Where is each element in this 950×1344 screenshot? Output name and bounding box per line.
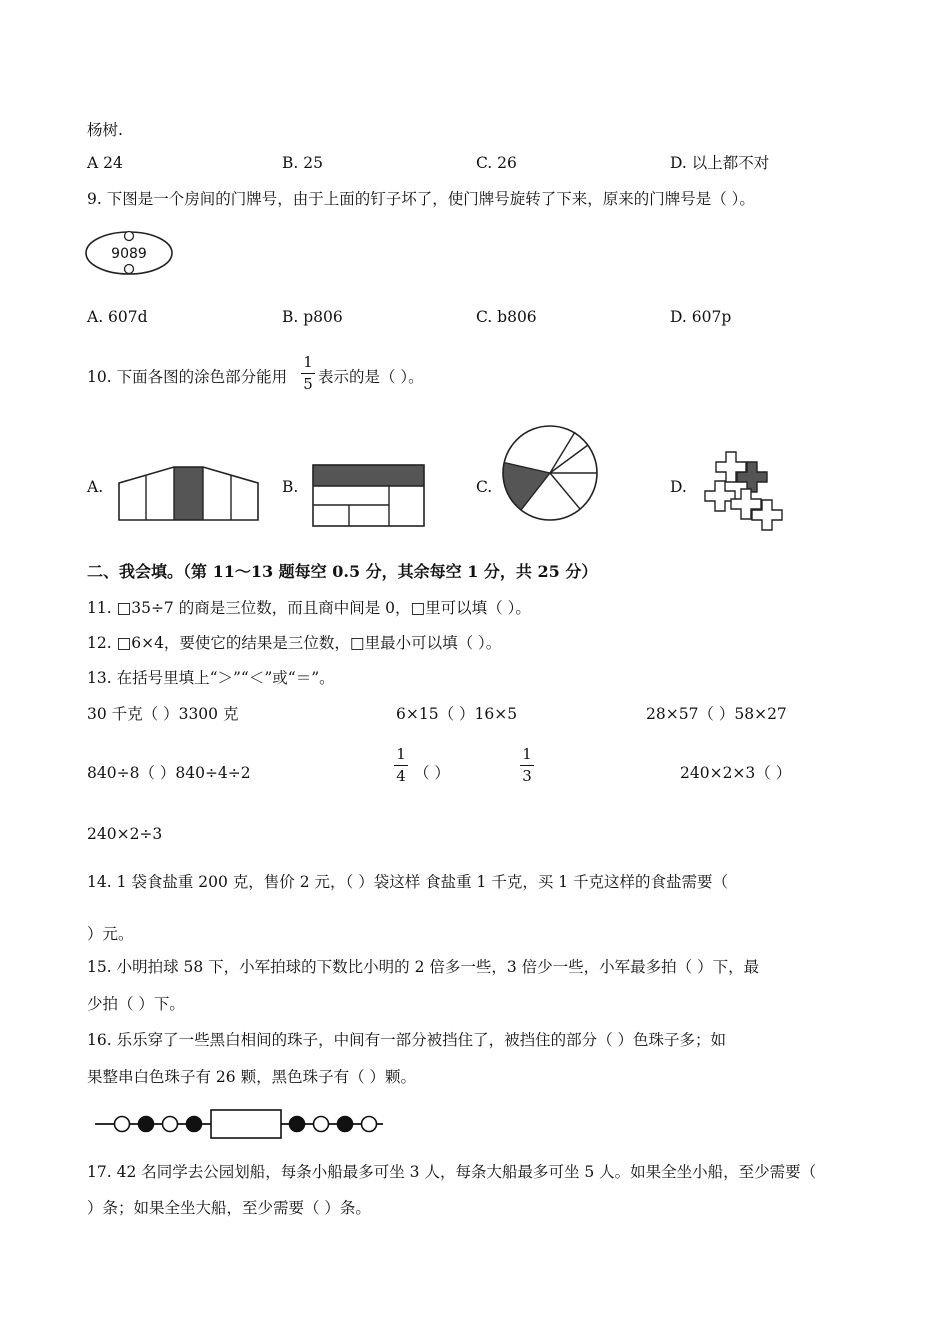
q9-option-a: A. 607d: [87, 308, 148, 326]
q10-label-c: C.: [476, 478, 493, 496]
q13-fraction-2: [520, 746, 534, 785]
q14-line-1: 14. 1 袋食盐重 200 克，售价 2 元，（ ）袋这样 食盐重 1 千克，买 1 千克这样的食盐需要（: [87, 873, 729, 891]
q9-option-c: C. b806: [476, 308, 537, 326]
q10-stem-pre: 10. 下面各图的涂色部分能用: [87, 368, 288, 386]
q10-fraction: [301, 354, 315, 393]
figure-d-crosses: [700, 448, 790, 530]
q16-line-1: 16. 乐乐穿了一些黑白相间的珠子，中间有一部分被挡住了，被挡住的部分（ ）色珠子多；如: [87, 1031, 727, 1049]
q10-fraction-num: 1: [303, 353, 313, 371]
section-2-title: 二、我会填。（第 11～13 题每空 0.5 分，其余每空 1 分，共 25 分）: [87, 562, 598, 581]
q13-r1-a: 30 千克（ ）3300 克: [87, 705, 239, 723]
q14-line-2: ）元。: [87, 925, 134, 943]
q10-label-b: B.: [282, 478, 299, 496]
q13-r2-c: 240×2×3（ ）: [680, 764, 792, 782]
q13-fraction-1-num: 1: [396, 745, 406, 763]
q8-option-c: C. 26: [476, 154, 517, 172]
q17-line-1: 17. 42 名同学去公园划船，每条小船最多可坐 3 人，每条大船最多可坐 5 人。如果全坐小船，至少需要（: [87, 1163, 817, 1181]
q10-stem-post: 表示的是（ ）。: [318, 368, 424, 386]
q8-tail: 杨树.: [87, 121, 123, 139]
q10-label-d: D.: [670, 478, 687, 496]
q13-fraction-1: [394, 746, 408, 785]
q13-fraction-2-num: 1: [522, 745, 532, 763]
figure-a-trapezoid: [116, 464, 262, 524]
q10-label-a: A.: [87, 478, 104, 496]
q9-option-b: B. p806: [282, 308, 343, 326]
q13-fraction-2-den: 3: [522, 767, 532, 785]
q13-fraction-1-den: 4: [396, 767, 406, 785]
door-plate-number: 9089: [111, 246, 147, 262]
q10-fraction-den: 5: [303, 375, 313, 393]
q15-line-2: 少拍（ ）下。: [87, 995, 185, 1013]
q15-line-1: 15. 小明拍球 58 下，小军拍球的下数比小明的 2 倍多一些，3 倍少一些，小军最多拍（ ）下，最: [87, 958, 760, 976]
q13-stem: 13. 在括号里填上“＞”“＜”或“＝”。: [87, 669, 335, 687]
q13-r1-b: 6×15（ ）16×5: [396, 705, 518, 723]
q12-text: 12. □6×4，要使它的结果是三位数，□里最小可以填（ ）。: [87, 634, 502, 652]
q9-option-d: D. 607p: [670, 308, 732, 326]
figure-b-rectangle: [311, 463, 427, 529]
q16-line-2: 果整串白色珠子有 26 颗，黑色珠子有（ ）颗。: [87, 1068, 417, 1086]
q13-r2-paren: （ ）: [414, 764, 450, 782]
beads-figure: [95, 1108, 385, 1140]
q11-text: 11. □35÷7 的商是三位数，而且商中间是 0，□里可以填（ ）。: [87, 599, 531, 617]
q9-stem: 9. 下图是一个房间的门牌号，由于上面的钉子坏了，使门牌号旋转了下来，原来的门牌号是（ ）。: [87, 190, 755, 208]
q8-option-b: B. 25: [282, 154, 323, 172]
q8-option-a: A 24: [87, 154, 123, 172]
q13-r3: 240×2÷3: [87, 825, 163, 843]
q17-line-2: ）条；如果全坐大船，至少需要（ ）条。: [87, 1199, 371, 1217]
q8-option-d: D. 以上都不对: [670, 154, 770, 172]
q13-r1-c: 28×57（ ）58×27: [646, 705, 787, 723]
q13-r2-a: 840÷8（ ）840÷4÷2: [87, 764, 251, 782]
figure-c-circle: [500, 425, 600, 523]
door-plate-figure: [84, 228, 176, 278]
